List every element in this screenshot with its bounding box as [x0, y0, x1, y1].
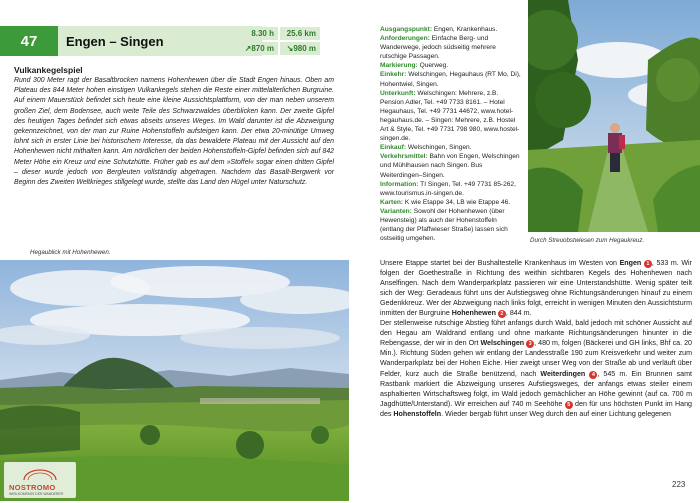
waypoint-marker: 2 [498, 310, 506, 318]
text-segment: Unsere Etappe startet bei der Bushaltestelle Krankenhaus im Westen von [380, 259, 620, 267]
hiker-photo [528, 0, 700, 232]
info-text: Bahn von Engen, Welschingen und Mühlhausen nach Singen. Bus Weiterdingen–Singen. [380, 153, 520, 179]
info-text: Einfache Berg- und Wanderwege, jedoch südseitig mehrere rutschige Passagen. [380, 35, 496, 61]
place-name: Hohenhewen [451, 309, 496, 318]
waypoint-marker: 5 [565, 401, 573, 409]
place-name: Welschingen [480, 339, 525, 348]
info-entry [380, 70, 522, 88]
info-text: Sowohl der Hohenhewen (über Hewensteig) als auch der Hohenstoffeln (entlang der Pfaffwieser Straße) lassen sich ostseitig umgehen. [380, 207, 508, 243]
text-segment: , 480 m, folgen (Bäckerei und GH links, Bhf ca. 20 Min.). Richtung Süden gehen wir entlang der Landesstraße 190 zum Kreisverkehr und weiter zum Wanderparkplatz bei der Hohen Eiche. Hier zweigt unser Weg von der Straße ab und verläuft über Felder, kurz auch die Straße benützend, nach [380, 339, 692, 378]
info-text: Welschingen, Hegauhaus (RT Mo, Di), Hohentwiel, Singen. [380, 71, 521, 88]
info-label: Verkehrsmittel: [380, 153, 428, 161]
info-entry [380, 143, 522, 152]
info-label: Varianten: [380, 207, 412, 215]
text-segment: Der stellenweise rutschige Abstieg führt anfangs durch Wald, bald jedoch mit schöner Aussicht auf den Hegau am Waldrand entlang und ohne markante Richtungsänderungen hinunter in die Rebengasse, der wir in den Ort [380, 319, 692, 348]
info-label: Einkauf: [380, 144, 407, 152]
logo-tagline: WEB-KOMPASS DER WANDERER [9, 492, 64, 496]
box-title: Vulkankegelspiel [14, 65, 83, 75]
place-name: Hohenstoffeln [393, 409, 442, 418]
info-entry [380, 207, 522, 243]
stat-distance: 25.6 km [280, 27, 320, 40]
info-entry [380, 61, 522, 70]
info-entry [380, 34, 522, 61]
info-text: Engen, Krankenhaus. [432, 26, 498, 33]
box-text: Rund 300 Meter ragt der Basaltbrocken namens Hohenhewen über die Stadt Engen hinaus. Oben am Plateau des 844 Meter hohen einstigen Vulkankegels stehen die Reste einer mittelalterlichen Burgruine. Auf einem Mauerstück befindet sich heute eine kleine Aussichtsplattform, von der man neben unserem großen Ziel, dem Bodensee, auch weite Teile des Schwarzwaldes überblicken kann. Der zweite Gipfel des heutigen Tages befindet sich etwas abseits unseres Weges. Im Wald darunter ist die Abzweigung gekennzeichnet, von der man zur Ruine Hohenstoffeln aufsteigen kann. Der etwa 20-minütige Umweg lohnt sich in erster Linie bei historischem Interesse, da das bewaldete Plateau mit der Aussicht auf den Hohenhewen nicht mithalten kann. Am nördlichen der beiden Hohenstoffeln-Gipfel befinden sich auf 842 Meter Höhe ein Kreuz und eine Schutzhütte. Früher gab es auf dem »Stoffel« sogar einen dritten Gipfel – dieser wurde jedoch von Bergleuten vollständig abgetragen. Nachdem das Basalt-Bergwerk vor Beginn des Zweiten Weltkrieges stillgelegt wurde, stellte das Land den Hügel unter Naturschutz. [14, 77, 334, 187]
chapter-number: 47 [20, 32, 38, 50]
text-segment: , 533 m. Wir folgen der Goethestraße in Richtung des weithin sichtbaren Kegels des Hohenhewen nach Anselfingen. Nach dem Wanderparkplatz passieren wir eine Unterstandshütte. Wenig später teilt sich der Weg: Geradeaus führt uns der Aufstiegsweg ohne Richtungsänderungen hinauf zu einem Gedenkkreuz. Wer der Abzweigung nach links folgt, erreicht in wenigen Minuten den Aussichtsturm inmitten der Burgruine [380, 259, 692, 318]
info-entry [380, 89, 522, 144]
info-entry [380, 25, 522, 34]
info-label: Ausgangspunkt: [380, 26, 433, 33]
stat-time: 8.30 h [232, 27, 278, 40]
info-text: K wie Etappe 34, LB wie Etappe 46. [403, 198, 511, 206]
chapter-title: Engen – Singen [66, 34, 164, 49]
waypoint-marker: 3 [526, 340, 534, 348]
info-label: Einkehr: [380, 71, 407, 79]
info-text: Welschingen: Mehrere, z.B. Pension Adler, Tel. +49 7733 8161. – Hotel Hegauhaus, Tel. +49 7731 44672, www.hotel-hegauhaus.de. – Singen: Mehrere, z.B. Hostel Art & Style, Tel. +49 7731 798 980, www.hostel-singen.de. [380, 89, 520, 143]
page-number: 223 [672, 480, 686, 489]
info-label: Information: [380, 180, 419, 188]
place-name: Weiterdingen [540, 369, 586, 378]
logo-name: NOSTROMO [9, 483, 56, 492]
info-label: Unterkunft: [380, 89, 416, 97]
stat-descent: ↘980 m [280, 42, 320, 55]
text-segment: . Wieder bergab führt unser Weg durch den auf einer Lichtung gelegenen [441, 409, 671, 418]
info-label: Markierung: [380, 62, 418, 70]
info-box [380, 25, 522, 243]
stat-ascent: ↗870 m [232, 42, 278, 55]
info-entry [380, 198, 522, 207]
place-name: Engen [619, 259, 642, 267]
info-entry [380, 180, 522, 198]
caption-right-photo: Durch Streuobstwiesen zum Hegaukreuz. [530, 237, 645, 244]
route-description [380, 258, 692, 419]
info-entry [380, 152, 522, 179]
info-text: Querweg. [417, 62, 449, 70]
info-text: TI Singen, Tel. +49 7731 85-262, www.tourismus.in-singen.de. [380, 180, 516, 197]
waypoint-marker: 4 [589, 371, 597, 379]
info-text: Welschingen, Singen. [406, 144, 472, 152]
text-segment: , 844 m. [505, 309, 532, 318]
caption-left-photo: Hegaublick mit Hohenhewen. [30, 249, 111, 256]
text-segment: den für uns höchsten Punkt im Hang des [380, 399, 692, 418]
info-label: Anforderungen: [380, 35, 430, 43]
text-segment: , 545 m. Ein Brunnen samt Rastbank markiert die Abzweigung unseres Aufstiegsweges, der anfangs etwas steiler einem asphaltierten Wirtschaftsweg folgt, im Wald jedoch gemächlicher an Höhe gewinnt (auf ca. 700 m Jagdhütte/Unterstand). Wir erreichen auf 740 m Seehöhe [380, 369, 692, 408]
waypoint-marker: 1 [644, 260, 652, 268]
info-label: Karten: [380, 198, 404, 206]
